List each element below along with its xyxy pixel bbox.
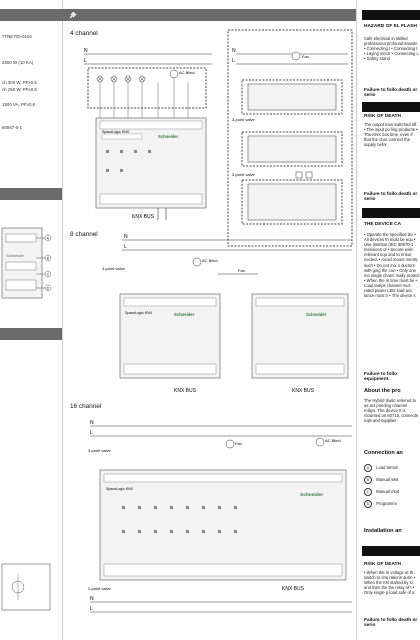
connection-item-label: Load termin [376,465,399,470]
right-bar-4 [362,546,420,556]
plug-icon [68,10,78,20]
svg-text:L: L [84,58,87,64]
failure-1: Failure to follo death or serio [364,88,418,98]
right-bar-3 [362,208,420,218]
svg-text:KNX BUS: KNX BUS [132,214,154,220]
svg-text:Fan: Fan [302,54,309,59]
device-front-figure [0,222,62,312]
svg-text:Fan: Fan [235,441,242,446]
right-bar-2 [362,102,420,112]
svg-text:KNX BUS: KNX BUS [174,388,196,394]
svg-text:3-point valve: 3-point valve [232,117,255,122]
svg-text:3-point valve: 3-point valve [102,266,125,271]
connection-item-label: Programmi [376,501,397,506]
svg-text:SpaceLogic KNX: SpaceLogic KNX [106,487,134,491]
connection-item [364,500,420,512]
circle-letter-c: C [364,488,372,496]
device-title: THE DEVICE CA [364,222,402,227]
device-body: • Operate the specified tec • All devices th must be equ • Use distribut (IEC 60670-1 mensions of • Secure wirin relevant equ and to ensur nected. • Avoid mount ments, such • Do not mix s ductors with ging the con • Only one mo single chann mally protect • When the m time must be • Load lamps channel mus rated power LED load acc tance must n • The device s [364,232,420,299]
installation-title: Installation an [364,528,402,534]
diagram-4ch-left [84,48,212,220]
svg-text:AC Blind: AC Blind [202,258,218,263]
svg-text:N: N [84,48,88,54]
svg-text:Schneider: Schneider [174,312,195,317]
section-8-channel: 8 channel [70,231,98,238]
section-4-channel: 4 channel [70,30,98,37]
svg-text:N: N [232,48,236,54]
connection-item [364,488,420,500]
failure-4: Failure to follo death or serio [364,618,418,628]
svg-text:KNX BUS: KNX BUS [292,388,314,394]
divider-right [356,0,357,640]
svg-text:SpaceLogic KNX: SpaceLogic KNX [102,130,130,134]
diagram-4ch-right [228,30,352,246]
svg-text:2-point valve: 2-point valve [88,586,111,591]
connection-list [364,464,420,512]
svg-text:L: L [90,606,93,612]
svg-text:Schneider: Schneider [300,493,324,498]
failure-3: Failure to follo equipment. [364,372,398,382]
rating-4: 1500 VA, PF≥0.6 [2,102,36,107]
letter-c: C [46,272,50,277]
diagram-16ch [88,420,352,612]
left-section-bar [0,188,62,200]
about-body: The Hybrid Switc referred to as act ponding channel relays. The device It is mounted on 60715, connecte nals and supplies [364,398,419,424]
left-bottom-figure [0,560,62,620]
connection-item [364,476,420,488]
right-top-bar [362,10,420,20]
right-column [362,0,420,640]
wiring-diagrams [62,24,356,634]
rating-1: 2500 W (10 KA) [2,60,34,65]
connection-item-label: Manual mod [376,489,400,494]
diagram-8ch [102,234,352,394]
svg-text:Schneider: Schneider [306,312,327,317]
section-16-channel: 16 channel [70,403,102,410]
left-brand: Schneider [6,253,25,258]
svg-text:Schneider: Schneider [158,134,179,139]
left-column [0,0,62,640]
risk2-title: RISK OF DEATH [364,562,401,567]
letter-a: A [46,236,50,241]
svg-text:AC Blind: AC Blind [179,70,195,75]
connection-item [364,464,420,476]
circle-letter-b: B [364,476,372,484]
circle-letter-d: D [364,500,372,508]
model-text: 7TNE700-0104 [2,34,32,39]
risk2-body: • When the m voltage at th switch to cha rations durin • When the KN started by lo and then the the relay of t • Only single p load safe of a [364,570,416,596]
letter-d: D [46,286,50,291]
risk-title: RISK OF DEATH [364,114,401,119]
svg-text:KNX BUS: KNX BUS [282,586,304,592]
failure-2: Failure to follo death or serio [364,192,418,202]
svg-text:L: L [124,244,127,250]
svg-text:L: L [90,430,93,436]
about-title: About the pro [364,388,401,394]
hazard-body: Safe electrical in skilled professiona profound knowle • Connecting t • Connecting t • Laying electr • Connecting L • Safety stand [364,36,419,62]
svg-text:AC Blind: AC Blind [325,438,341,443]
svg-text:L: L [232,58,235,64]
svg-text:Fan: Fan [238,268,245,273]
svg-text:SpaceLogic KNX: SpaceLogic KNX [125,311,153,315]
standard-ref: 60947-6-1 [2,125,23,130]
letter-b: B [46,256,50,261]
svg-text:N: N [90,420,94,426]
svg-text:N: N [90,596,94,602]
left-header-bar [0,9,62,21]
circle-letter-a: A [364,464,372,472]
connection-item-label: Manual swit [376,477,399,482]
svg-text:3-point valve: 3-point valve [232,172,255,177]
main-header-bar [62,9,356,21]
rating-2: ch 300 W, PF≥0.6 [2,80,37,85]
left-section-bar-2 [0,328,62,340]
svg-text:N: N [124,234,128,240]
connection-title: Connection an [364,450,403,456]
rating-3: ch 250 W, PF≥0.6 [2,87,37,92]
hazard-title: HAZARD OF EL FLASH [364,24,417,29]
risk-body: The output mus switched off. • The input po ling products • The KNX bus time, even if that the char connect the supply befor [364,122,418,148]
svg-text:3-point valve: 3-point valve [88,448,111,453]
